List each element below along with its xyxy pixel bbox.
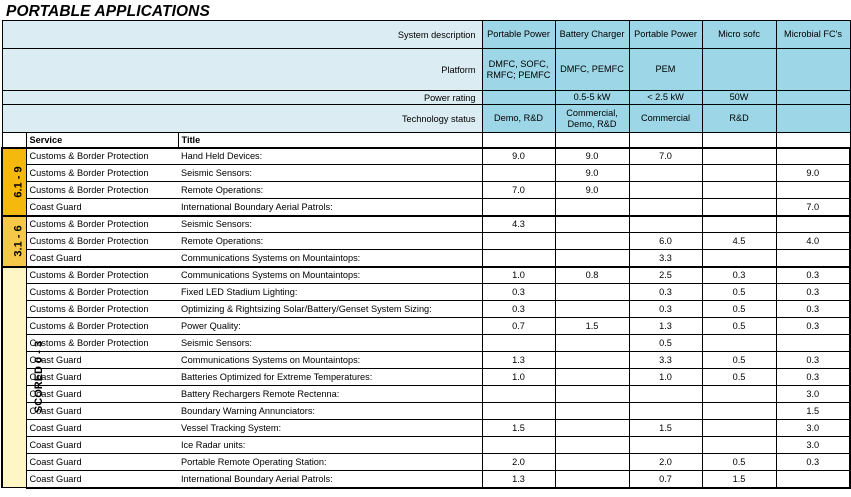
system-header-cell: Microbial FC's [776, 21, 850, 49]
service-cell: Customs & Border Protection [26, 318, 178, 335]
score-cell: 0.5 [702, 454, 776, 471]
value-column-header [776, 133, 850, 148]
score-cell: 0.3 [702, 267, 776, 284]
title-cell: Seismic Sensors: [178, 335, 482, 352]
score-cell: 3.3 [629, 352, 702, 369]
table-row [2, 386, 850, 403]
system-header-cell: < 2.5 kW [629, 91, 702, 105]
score-cell [776, 471, 850, 488]
system-header-cell: Commercial [629, 105, 702, 133]
score-cell: 1.5 [702, 471, 776, 488]
score-cell: 0.3 [629, 284, 702, 301]
service-cell: Customs & Border Protection [26, 216, 178, 233]
title-cell: Optimizing & Rightsizing Solar/Battery/Genset System Sizing: [178, 301, 482, 318]
system-header-cell: Portable Power [482, 21, 555, 49]
title-cell: Boundary Warning Annunciators: [178, 403, 482, 420]
title-cell: International Boundary Aerial Patrols: [178, 471, 482, 488]
title-cell: Seismic Sensors: [178, 165, 482, 182]
service-cell: Coast Guard [26, 471, 178, 488]
score-cell: 1.0 [482, 267, 555, 284]
title-cell: Communications Systems on Mountaintops: [178, 267, 482, 284]
header-row-label: Power rating [2, 91, 482, 105]
score-cell: 1.0 [482, 369, 555, 386]
service-cell: Coast Guard [26, 199, 178, 216]
table-row [2, 182, 850, 199]
score-cell: 4.5 [702, 233, 776, 250]
table-row [2, 148, 850, 165]
score-cell: 0.5 [702, 318, 776, 335]
power-rating-row [2, 91, 850, 105]
score-cell: 0.7 [482, 318, 555, 335]
score-cell [555, 216, 629, 233]
table-row [2, 318, 850, 335]
score-band-label [2, 148, 26, 216]
title-cell: Vessel Tracking System: [178, 420, 482, 437]
score-cell [482, 335, 555, 352]
score-cell: 0.5 [629, 335, 702, 352]
table-row [2, 403, 850, 420]
table-row [2, 454, 850, 471]
score-cell: 0.5 [702, 352, 776, 369]
header-row-label: System description [2, 21, 482, 49]
score-cell: 1.5 [776, 403, 850, 420]
service-cell: Coast Guard [26, 403, 178, 420]
score-cell [555, 437, 629, 454]
score-cell: 1.0 [629, 369, 702, 386]
score-cell: 1.5 [482, 420, 555, 437]
score-cell [482, 437, 555, 454]
score-cell [555, 369, 629, 386]
score-cell: 1.5 [629, 420, 702, 437]
score-cell [555, 352, 629, 369]
score-cell: 0.7 [629, 471, 702, 488]
score-cell: 0.5 [702, 301, 776, 318]
score-cell [629, 437, 702, 454]
score-cell [555, 454, 629, 471]
band-column-header [2, 133, 26, 148]
score-cell: 7.0 [482, 182, 555, 199]
score-cell [482, 250, 555, 267]
score-cell [629, 386, 702, 403]
table-row [2, 284, 850, 301]
table-row [2, 437, 850, 454]
system-header-cell: 0.5-5 kW [555, 91, 629, 105]
system-header-cell: Portable Power [629, 21, 702, 49]
title-cell: Communications Systems on Mountaintops: [178, 250, 482, 267]
service-column-header: Service [26, 133, 178, 148]
score-cell [555, 233, 629, 250]
title-cell: Portable Remote Operating Station: [178, 454, 482, 471]
system-header-cell [702, 49, 776, 91]
score-cell [702, 182, 776, 199]
score-cell: 9.0 [555, 148, 629, 165]
value-column-header [702, 133, 776, 148]
table-row [2, 420, 850, 437]
portable-applications-table [1, 20, 851, 489]
column-header-row [2, 133, 850, 148]
score-cell [555, 420, 629, 437]
service-cell: Coast Guard [26, 369, 178, 386]
score-cell [482, 165, 555, 182]
score-cell: 0.5 [702, 284, 776, 301]
table-row [2, 199, 850, 216]
score-cell: 6.0 [629, 233, 702, 250]
score-cell [629, 216, 702, 233]
score-cell: 9.0 [482, 148, 555, 165]
score-cell [702, 335, 776, 352]
table-row [2, 165, 850, 182]
score-cell: 4.0 [776, 233, 850, 250]
score-cell [482, 199, 555, 216]
service-cell: Coast Guard [26, 250, 178, 267]
score-cell [702, 165, 776, 182]
service-cell: Customs & Border Protection [26, 301, 178, 318]
title-cell: Batteries Optimized for Extreme Temperatures: [178, 369, 482, 386]
score-cell [555, 250, 629, 267]
title-cell: International Boundary Aerial Patrols: [178, 199, 482, 216]
score-cell [702, 386, 776, 403]
score-cell: 0.3 [776, 352, 850, 369]
title-cell: Battery Rechargers Remote Rectenna: [178, 386, 482, 403]
service-cell: Customs & Border Protection [26, 148, 178, 165]
table-row [2, 471, 850, 488]
score-band-text: 3.1 - 6 [12, 225, 25, 257]
score-cell: 0.3 [482, 284, 555, 301]
value-column-header [629, 133, 702, 148]
service-cell: Customs & Border Protection [26, 284, 178, 301]
service-cell: Coast Guard [26, 386, 178, 403]
score-cell: 7.0 [629, 148, 702, 165]
system-header-cell: Battery Charger [555, 21, 629, 49]
system-header-cell [776, 49, 850, 91]
score-cell: 2.5 [629, 267, 702, 284]
score-cell [776, 335, 850, 352]
score-cell: 0.3 [776, 318, 850, 335]
title-cell: Remote Operations: [178, 182, 482, 199]
page-title: PORTABLE APPLICATIONS [6, 3, 210, 20]
service-cell: Customs & Border Protection [26, 267, 178, 284]
title-cell: Hand Held Devices: [178, 148, 482, 165]
service-cell: Coast Guard [26, 352, 178, 369]
score-cell: 0.3 [776, 267, 850, 284]
score-cell: 9.0 [555, 165, 629, 182]
score-cell: 3.3 [629, 250, 702, 267]
score-cell [629, 403, 702, 420]
system-header-cell: 50W [702, 91, 776, 105]
system-header-cell: Commercial, Demo, R&D [555, 105, 629, 133]
value-column-header [555, 133, 629, 148]
value-column-header [482, 133, 555, 148]
score-cell [776, 250, 850, 267]
score-cell [776, 182, 850, 199]
score-cell: 0.3 [776, 301, 850, 318]
service-cell: Coast Guard [26, 420, 178, 437]
score-cell: 7.0 [776, 199, 850, 216]
score-cell [555, 301, 629, 318]
score-cell: 1.5 [555, 318, 629, 335]
score-cell [482, 233, 555, 250]
table-row [2, 335, 850, 352]
score-cell [555, 335, 629, 352]
table-row [2, 216, 850, 233]
score-cell: 3.0 [776, 437, 850, 454]
title-cell: Seismic Sensors: [178, 216, 482, 233]
header-row-label: Technology status [2, 105, 482, 133]
score-cell [555, 284, 629, 301]
score-cell: 0.5 [702, 369, 776, 386]
system-header-cell: Micro sofc [702, 21, 776, 49]
score-cell [776, 148, 850, 165]
score-cell [555, 199, 629, 216]
score-cell: 0.3 [482, 301, 555, 318]
title-cell: Ice Radar units: [178, 437, 482, 454]
service-cell: Customs & Border Protection [26, 165, 178, 182]
title-cell: Fixed LED Stadium Lighting: [178, 284, 482, 301]
score-cell: 1.3 [482, 471, 555, 488]
table-row [2, 250, 850, 267]
score-cell: 0.3 [776, 454, 850, 471]
table-row [2, 267, 850, 284]
score-cell [482, 403, 555, 420]
service-cell: Customs & Border Protection [26, 182, 178, 199]
table-row [2, 301, 850, 318]
platform-row [2, 49, 850, 91]
score-cell [629, 165, 702, 182]
score-band-text: SCORED 0 - 3 [33, 341, 46, 414]
system-header-cell: DMFC, SOFC, RMFC; PEMFC [482, 49, 555, 91]
score-cell: 2.0 [482, 454, 555, 471]
table-row [2, 369, 850, 386]
score-cell [776, 216, 850, 233]
system-header-cell: DMFC, PEMFC [555, 49, 629, 91]
table-body [2, 21, 850, 488]
score-band-text: 6.1 - 9 [12, 165, 25, 198]
score-cell: 2.0 [629, 454, 702, 471]
service-cell: Coast Guard [26, 437, 178, 454]
table-row [2, 233, 850, 250]
score-cell [555, 386, 629, 403]
header-row-label: Platform [2, 49, 482, 91]
score-cell: 0.3 [776, 369, 850, 386]
score-cell: 4.3 [482, 216, 555, 233]
service-cell: Customs & Border Protection [26, 335, 178, 352]
score-cell: 9.0 [776, 165, 850, 182]
score-cell [702, 437, 776, 454]
system-header-cell: R&D [702, 105, 776, 133]
system-description-row [2, 21, 850, 49]
score-cell [702, 148, 776, 165]
service-cell: Coast Guard [26, 454, 178, 471]
score-cell: 9.0 [555, 182, 629, 199]
score-band-label [2, 216, 26, 267]
score-cell: 3.0 [776, 386, 850, 403]
system-header-cell [776, 105, 850, 133]
score-cell [702, 420, 776, 437]
score-cell [702, 216, 776, 233]
service-cell: Customs & Border Protection [26, 233, 178, 250]
system-header-cell [482, 91, 555, 105]
score-cell: 1.3 [629, 318, 702, 335]
score-cell [629, 199, 702, 216]
score-cell: 0.3 [776, 284, 850, 301]
score-cell: 0.8 [555, 267, 629, 284]
title-column-header: Title [178, 133, 482, 148]
score-cell [482, 386, 555, 403]
score-cell [702, 250, 776, 267]
score-cell [702, 403, 776, 420]
score-cell [555, 403, 629, 420]
title-cell: Remote Operations: [178, 233, 482, 250]
title-cell: Communications Systems on Mountaintops: [178, 352, 482, 369]
technology-status-row [2, 105, 850, 133]
score-cell: 3.0 [776, 420, 850, 437]
score-cell [555, 471, 629, 488]
title-cell: Power Quality: [178, 318, 482, 335]
system-header-cell: Demo, R&D [482, 105, 555, 133]
score-cell [629, 182, 702, 199]
system-header-cell: PEM [629, 49, 702, 91]
score-cell [702, 199, 776, 216]
score-cell: 0.3 [629, 301, 702, 318]
score-band-label [2, 267, 46, 488]
system-header-cell [776, 91, 850, 105]
table-row [2, 352, 850, 369]
score-cell: 1.3 [482, 352, 555, 369]
